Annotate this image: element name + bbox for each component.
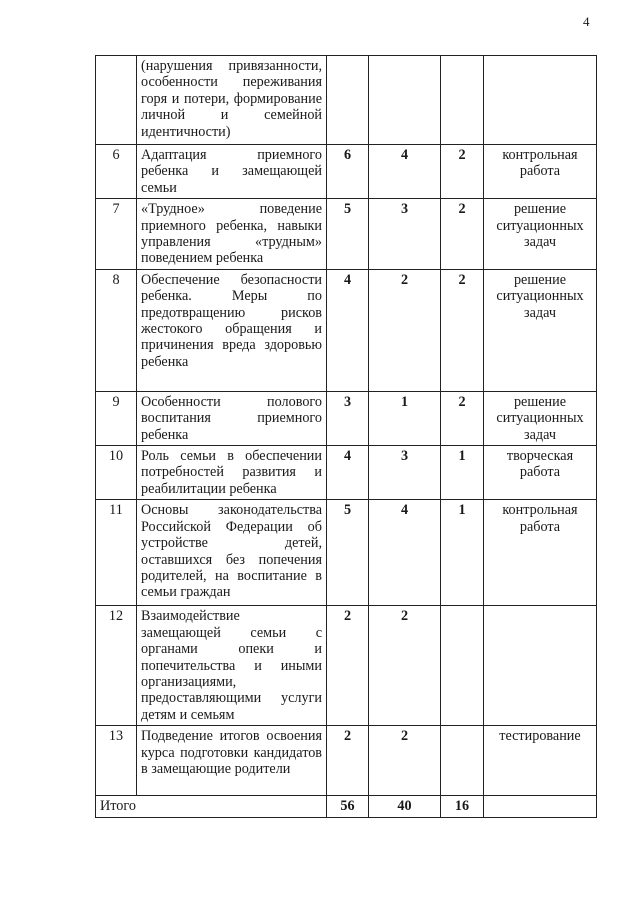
table-row	[96, 500, 597, 606]
theory-hours-cell: 3	[369, 446, 441, 500]
control-form-cell: решение ситуационных задач	[484, 391, 597, 445]
control-form-cell	[484, 796, 597, 818]
table-row	[96, 726, 597, 796]
control-form-cell	[484, 56, 597, 145]
topic-cell: Роль семьи в обеспечении потребностей развития и реабилитации ребенка	[137, 446, 327, 500]
table-row	[96, 56, 597, 145]
practice-hours-cell: 2	[441, 391, 484, 445]
row-number: 10	[96, 446, 137, 500]
row-number: 8	[96, 269, 137, 391]
topic-cell: Адаптация приемного ребенка и замещающей семьи	[137, 145, 327, 199]
total-hours-cell: 3	[327, 391, 369, 445]
theory-hours-cell: 2	[369, 269, 441, 391]
totals-row	[96, 796, 597, 818]
topic-cell: Подведение итогов освоения курса подготовки кандидатов в замещающие родители	[137, 726, 327, 796]
theory-hours-cell: 4	[369, 145, 441, 199]
practice-hours-cell	[441, 726, 484, 796]
control-form-cell: решение ситуационных задач	[484, 269, 597, 391]
theory-hours-sum: 40	[369, 796, 441, 818]
theory-hours-cell: 2	[369, 726, 441, 796]
row-number: 6	[96, 145, 137, 199]
theory-hours-cell: 3	[369, 199, 441, 270]
total-hours-cell	[327, 56, 369, 145]
table-row	[96, 269, 597, 391]
table-row	[96, 446, 597, 500]
table-row	[96, 199, 597, 270]
curriculum-table	[95, 55, 597, 818]
theory-hours-cell	[369, 56, 441, 145]
totals-label: Итого	[96, 796, 327, 818]
topic-cell: «Трудное» поведение приемного ребенка, навыки управления «трудным» поведением ребенка	[137, 199, 327, 270]
topic-cell: Обеспечение безопасности ребенка. Меры по предотвращению рисков жестокого обращения и причинения вреда здоровью ребенка	[137, 269, 327, 391]
row-number: 7	[96, 199, 137, 270]
total-hours-cell: 2	[327, 726, 369, 796]
topic-cell: (нарушения привязанности, особенности переживания горя и потери, формирование личной и семейной идентичности)	[137, 56, 327, 145]
practice-hours-cell: 1	[441, 500, 484, 606]
topic-cell: Взаимодействие замещающей семьи с органами опеки и попечительства и иными организациями, предоставляющими услуги детям и семьям	[137, 606, 327, 726]
practice-hours-cell: 1	[441, 446, 484, 500]
control-form-cell: контрольная работа	[484, 145, 597, 199]
practice-hours-cell	[441, 56, 484, 145]
practice-hours-cell: 2	[441, 199, 484, 270]
table-row	[96, 391, 597, 445]
total-hours-cell: 5	[327, 500, 369, 606]
control-form-cell: контрольная работа	[484, 500, 597, 606]
total-hours-cell: 6	[327, 145, 369, 199]
table-row	[96, 606, 597, 726]
control-form-cell: творческая работа	[484, 446, 597, 500]
practice-hours-cell	[441, 606, 484, 726]
row-number: 12	[96, 606, 137, 726]
total-hours-cell: 4	[327, 269, 369, 391]
practice-hours-sum: 16	[441, 796, 484, 818]
table-row	[96, 145, 597, 199]
control-form-cell: тестирование	[484, 726, 597, 796]
theory-hours-cell: 4	[369, 500, 441, 606]
practice-hours-cell: 2	[441, 269, 484, 391]
topic-cell: Основы законодательства Российской Федерации об устройстве детей, оставшихся без попечения родителей, на воспитание в семьи граждан	[137, 500, 327, 606]
control-form-cell: решение ситуационных задач	[484, 199, 597, 270]
row-number: 13	[96, 726, 137, 796]
topic-cell: Особенности полового воспитания приемного ребенка	[137, 391, 327, 445]
total-hours-cell: 2	[327, 606, 369, 726]
row-number	[96, 56, 137, 145]
total-hours-cell: 4	[327, 446, 369, 500]
page-number: 4	[583, 14, 590, 29]
theory-hours-cell: 2	[369, 606, 441, 726]
control-form-cell	[484, 606, 597, 726]
row-number: 9	[96, 391, 137, 445]
row-number: 11	[96, 500, 137, 606]
total-hours-cell: 5	[327, 199, 369, 270]
theory-hours-cell: 1	[369, 391, 441, 445]
practice-hours-cell: 2	[441, 145, 484, 199]
total-hours-sum: 56	[327, 796, 369, 818]
